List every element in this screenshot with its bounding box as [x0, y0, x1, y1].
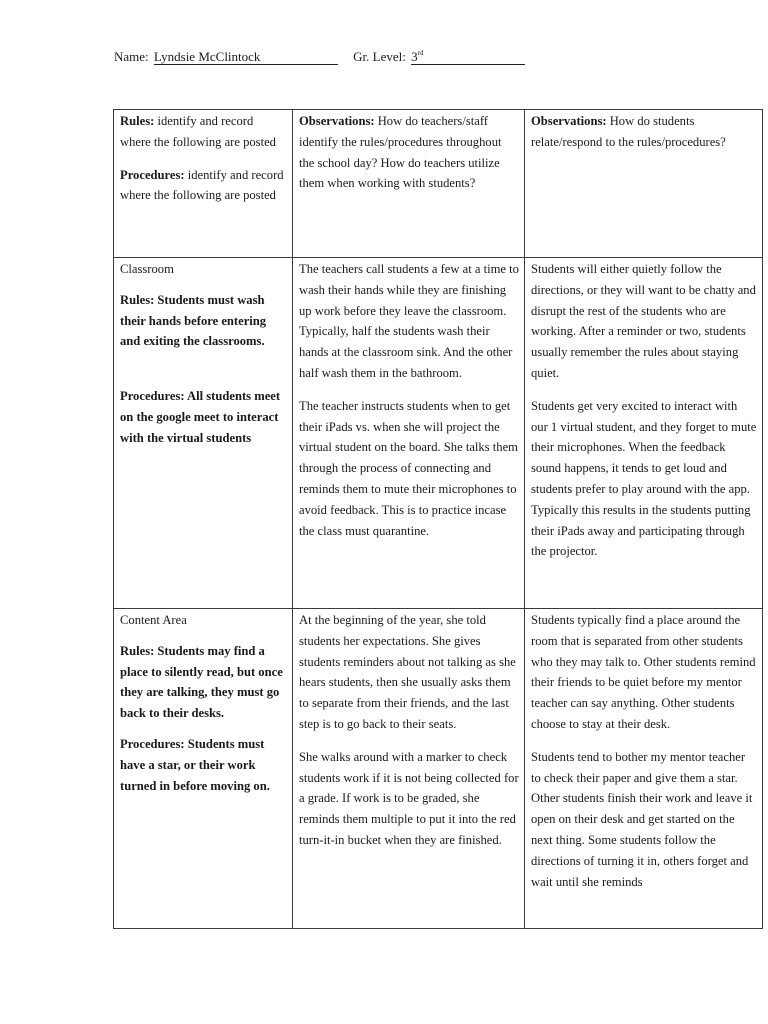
content-area-student-rule: Students typically find a place around the room that is separated from other students who they may talk to. Other students remind their friends to be quiet before my mentor teacher can say anything. Other students choose to stay at their desk.	[531, 613, 756, 731]
table-header-row	[114, 110, 763, 258]
classroom-teacher-rule: The teachers call students a few at a time to wash their hands while they are finishing up work before they leave the classroom. Typically, half the students wash their hands at the classroom sink. And the other half wash them in the bathroom.	[299, 262, 519, 380]
observations-label: Observations:	[299, 114, 375, 128]
content-area-rule: Rules: Students may find a place to silently read, but once they are talking, they must go back to their desks.	[120, 643, 283, 721]
grade-number: 3	[411, 49, 418, 64]
observations-label: Observations:	[531, 114, 607, 128]
content-area-cell	[114, 609, 293, 929]
student-observations-question: How do students relate/respond to the rules/procedures?	[531, 114, 726, 149]
grade-level-label: Gr. Level:	[353, 49, 406, 64]
classroom-teacher-cell	[293, 258, 525, 609]
classroom-row	[114, 258, 763, 609]
classroom-rule: Rules: Students must wash their hands before entering and exiting the classrooms.	[120, 292, 267, 349]
classroom-student-rule: Students will either quietly follow the directions, or they will want to be chatty and disrupt the rest of the students who are working. After a reminder or two, students usually remember the rules about staying quiet.	[531, 262, 756, 380]
observation-table	[113, 109, 763, 929]
classroom-student-cell	[525, 258, 763, 609]
grade-level-value	[411, 46, 525, 65]
rules-instruction: identify and record where the following are posted	[120, 114, 276, 149]
document-header	[114, 46, 525, 65]
classroom-teacher-procedure: The teacher instructs students when to get their iPads vs. when she will project the virtual student on the board. She talks them through the process of connecting and reminds them to mute their microphones to avoid feedback. This is to practice incase the class must quarantine.	[299, 398, 518, 538]
content-area-procedure: Procedures: Students must have a star, or their work turned in before moving on.	[120, 736, 270, 793]
header-cell-student-observations	[525, 110, 763, 258]
header-cell-teacher-observations	[293, 110, 525, 258]
procedures-instruction: identify and record where the following are posted	[120, 167, 284, 203]
classroom-procedure: Procedures: All students meet on the google meet to interact with the virtual students	[120, 389, 281, 445]
name-value: Lyndsie McClintock	[154, 50, 338, 65]
content-area-teacher-rule: At the beginning of the year, she told students her expectations. She gives students reminders about not talking as she hears students, then she usually asks them to separate from their friends, and the last step is to go back to their seats.	[299, 613, 516, 731]
name-label: Name:	[114, 49, 149, 64]
content-area-teacher-cell	[293, 609, 525, 929]
section-title: Classroom	[120, 262, 174, 276]
content-area-student-procedure: Students tend to bother my mentor teacher to check their paper and give them a star. Other students finish their work and leave it open on their desk and get started on the next thing. Some students follow the directions of turning it in, others forget and wait until she reminds	[531, 749, 753, 889]
header-cell-rules	[114, 110, 293, 258]
rules-label: Rules:	[120, 114, 155, 128]
content-area-row	[114, 609, 763, 929]
grade-ordinal-suffix: rd	[417, 49, 424, 57]
procedures-label: Procedures:	[120, 167, 185, 182]
content-area-teacher-procedure: She walks around with a marker to check students work if it is not being collected for a grade. If work is to be graded, she reminds them multiple to put it into the red turn-it-in bucket when they are finished.	[299, 749, 519, 847]
classroom-student-procedure: Students get very excited to interact with our 1 virtual student, and they forget to mute their microphones. When the feedback sound happens, it tends to get loud and students prefer to play around with the app. Typically this results in the students putting their iPads away and participating through the projector.	[531, 398, 757, 559]
section-title: Content Area	[120, 613, 187, 627]
teacher-observations-question: How do teachers/staff identify the rules/procedures throughout the school day? How do teachers utilize them when working with students?	[299, 114, 502, 191]
content-area-student-cell	[525, 609, 763, 929]
classroom-cell	[114, 258, 293, 609]
